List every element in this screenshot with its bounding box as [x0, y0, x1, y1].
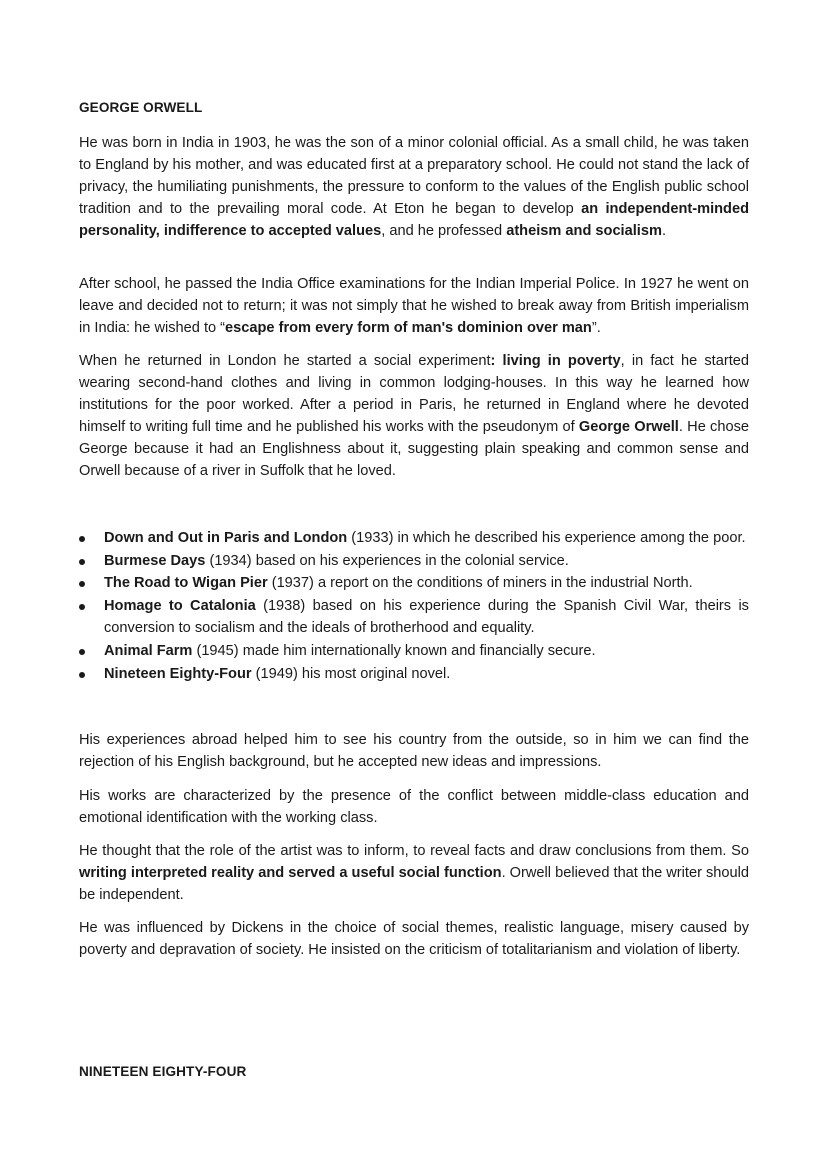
work-description: (1949) his most original novel. [251, 665, 451, 682]
work-title: Burmese Days [104, 552, 206, 569]
bullet-icon [79, 536, 85, 542]
text-run: , and he professed [381, 222, 507, 239]
text-run: , in fact he started wearing second-hand clothes and living in common lodging-houses. In this way he learned how institutions for the poor worked. After a period in Paris, he returned in England where he devoted himself to writing full time and he published his works with the pseudonym of [79, 353, 749, 435]
work-title: The Road to Wigan Pier [104, 575, 268, 592]
work-description: (1933) in which he described his experience among the poor. [347, 530, 746, 546]
work-description: (1938) based on his experience during the Spanish Civil War, theirs is conversion to socialism and the ideals of brotherhood and equality. [104, 597, 749, 637]
paragraph-role-of-artist [79, 841, 749, 907]
work-title: Down and Out in Paris and London [104, 530, 348, 546]
bold-run: : living in poverty [490, 353, 621, 369]
list-item [79, 595, 749, 640]
bold-run: an independent-minded personality, indifference to accepted values [79, 200, 749, 239]
text-run: . Orwell believed that the writer should be independent. [79, 864, 749, 903]
bullet-icon [79, 581, 85, 587]
bullet-icon [79, 649, 85, 655]
paragraph-social-experiment [79, 351, 749, 482]
bold-run: George Orwell [578, 418, 679, 435]
text-run: He thought that the role of the artist was to inform, to reveal facts and draw conclusions from them. So [79, 843, 749, 859]
section-heading-george-orwell: GEORGE ORWELL [79, 100, 203, 115]
paragraph-imperial-police [79, 274, 749, 340]
bold-run: writing interpreted reality and served a useful social function [79, 864, 502, 881]
work-description: (1937) a report on the conditions of miners in the industrial North. [267, 575, 693, 592]
list-item [79, 550, 749, 573]
list-item [79, 572, 749, 595]
bullet-icon [79, 559, 85, 565]
work-title: Animal Farm [104, 642, 193, 659]
section-heading-nineteen-eighty-four: NINETEEN EIGHTY-FOUR [79, 1064, 247, 1079]
text-run: . He chose George because it had an Englishness about it, suggesting plain speaking and common sense and Orwell because of a river in Suffolk that he loved. [79, 418, 750, 479]
list-item [79, 527, 749, 550]
bullet-icon [79, 604, 85, 610]
text-run: . [661, 222, 666, 239]
work-title: Nineteen Eighty-Four [104, 665, 252, 682]
paragraph-works-characterized: His works are characterized by the presence of the conflict between middle-class education and emotional identification with the working class. [79, 788, 749, 826]
text-run: After school, he passed the India Office examinations for the Indian Imperial Police. In 1927 he went on leave and decided not to return; it was not simply that he wished to break away from British imperialism in India: he wished to “ [79, 276, 749, 336]
text-run: When he returned in London he started a social experiment [79, 353, 491, 369]
work-title: Homage to Catalonia [104, 597, 256, 614]
works-list [79, 527, 749, 685]
paragraph-experiences-abroad: His experiences abroad helped him to see his country from the outside, so in him we can find the rejection of his English background, but he accepted new ideas and impressions. [79, 732, 749, 770]
paragraph-biography-early-life [79, 133, 749, 243]
text-run: He was born in India in 1903, he was the son of a minor colonial official. As a small child, he was taken to England by his mother, and was educated first at a preparatory school. He could not stand the lack of privacy, the humiliating punishments, the pressure to conform to the values of the English public school tradition and to the prevailing moral code. At Eton he began to develop [79, 135, 749, 217]
list-item [79, 640, 749, 663]
paragraph-influences: He was influenced by Dickens in the choice of social themes, realistic language, misery caused by poverty and depravation of society. He insisted on the criticism of totalitarianism and violation of liberty. [79, 920, 749, 958]
bold-run: atheism and socialism [506, 222, 662, 239]
bullet-icon [79, 672, 85, 678]
bold-run: escape from every form of man's dominion over man [225, 319, 592, 336]
work-description: (1934) based on his experiences in the colonial service. [205, 552, 569, 569]
text-run: ”. [591, 319, 601, 336]
list-item [79, 663, 749, 686]
work-description: (1945) made him internationally known and financially secure. [192, 642, 596, 659]
